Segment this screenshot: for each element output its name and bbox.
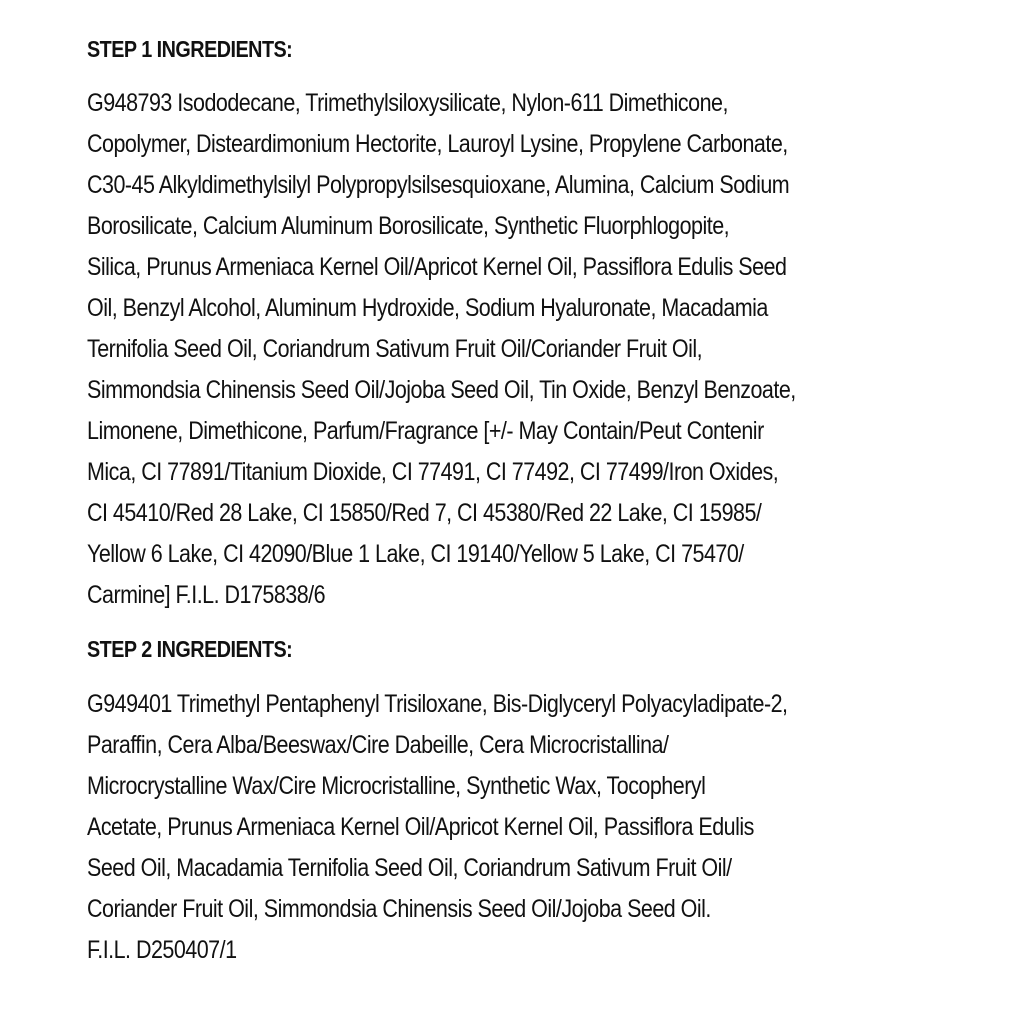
step1-line: Simmondsia Chinensis Seed Oil/Jojoba Seed Oil, Tin Oxide, Benzyl Benzoate, <box>87 376 796 404</box>
step1-line: Borosilicate, Calcium Aluminum Borosilicate, Synthetic Fluorphlogopite, <box>87 212 730 240</box>
step2-line: F.I.L. D250407/1 <box>87 936 237 964</box>
step1-line: CI 45410/Red 28 Lake, CI 15850/Red 7, CI 45380/Red 22 Lake, CI 15985/ <box>87 499 762 527</box>
step2-heading: STEP 2 INGREDIENTS: <box>87 636 293 662</box>
step2-ingredients <box>87 684 902 971</box>
step2-line: Coriander Fruit Oil, Simmondsia Chinensis Seed Oil/Jojoba Seed Oil. <box>87 895 711 923</box>
step1-line: Ternifolia Seed Oil, Coriandrum Sativum Fruit Oil/Coriander Fruit Oil, <box>87 335 703 363</box>
step1-line: Silica, Prunus Armeniaca Kernel Oil/Apricot Kernel Oil, Passiflora Edulis Seed <box>87 253 787 281</box>
step1-line: Limonene, Dimethicone, Parfum/Fragrance [+/- May Contain/Peut Contenir <box>87 417 764 445</box>
step1-line: Yellow 6 Lake, CI 42090/Blue 1 Lake, CI 19140/Yellow 5 Lake, CI 75470/ <box>87 540 744 568</box>
step1-line: Copolymer, Disteardimonium Hectorite, Lauroyl Lysine, Propylene Carbonate, <box>87 130 788 158</box>
step1-line: C30-45 Alkyldimethylsilyl Polypropylsilsesquioxane, Alumina, Calcium Sodium <box>87 171 790 199</box>
step2-line: Acetate, Prunus Armeniaca Kernel Oil/Apricot Kernel Oil, Passiflora Edulis <box>87 813 754 841</box>
step2-line: Paraffin, Cera Alba/Beeswax/Cire Dabeille, Cera Microcristallina/ <box>87 731 669 759</box>
step1-line: Mica, CI 77891/Titanium Dioxide, CI 77491, CI 77492, CI 77499/Iron Oxides, <box>87 458 779 486</box>
step2-line: G949401 Trimethyl Pentaphenyl Trisiloxane, Bis-Diglyceryl Polyacyladipate-2, <box>87 690 788 718</box>
step1-ingredients <box>87 83 911 616</box>
step1-line: G948793 Isododecane, Trimethylsiloxysilicate, Nylon-611 Dimethicone, <box>87 89 728 117</box>
step2-line: Microcrystalline Wax/Cire Microcristalline, Synthetic Wax, Tocopheryl <box>87 772 706 800</box>
step1-line: Carmine] F.I.L. D175838/6 <box>87 581 326 609</box>
step1-line: Oil, Benzyl Alcohol, Aluminum Hydroxide, Sodium Hyaluronate, Macadamia <box>87 294 768 322</box>
step2-line: Seed Oil, Macadamia Ternifolia Seed Oil, Coriandrum Sativum Fruit Oil/ <box>87 854 732 882</box>
step1-heading: STEP 1 INGREDIENTS: <box>87 36 293 62</box>
